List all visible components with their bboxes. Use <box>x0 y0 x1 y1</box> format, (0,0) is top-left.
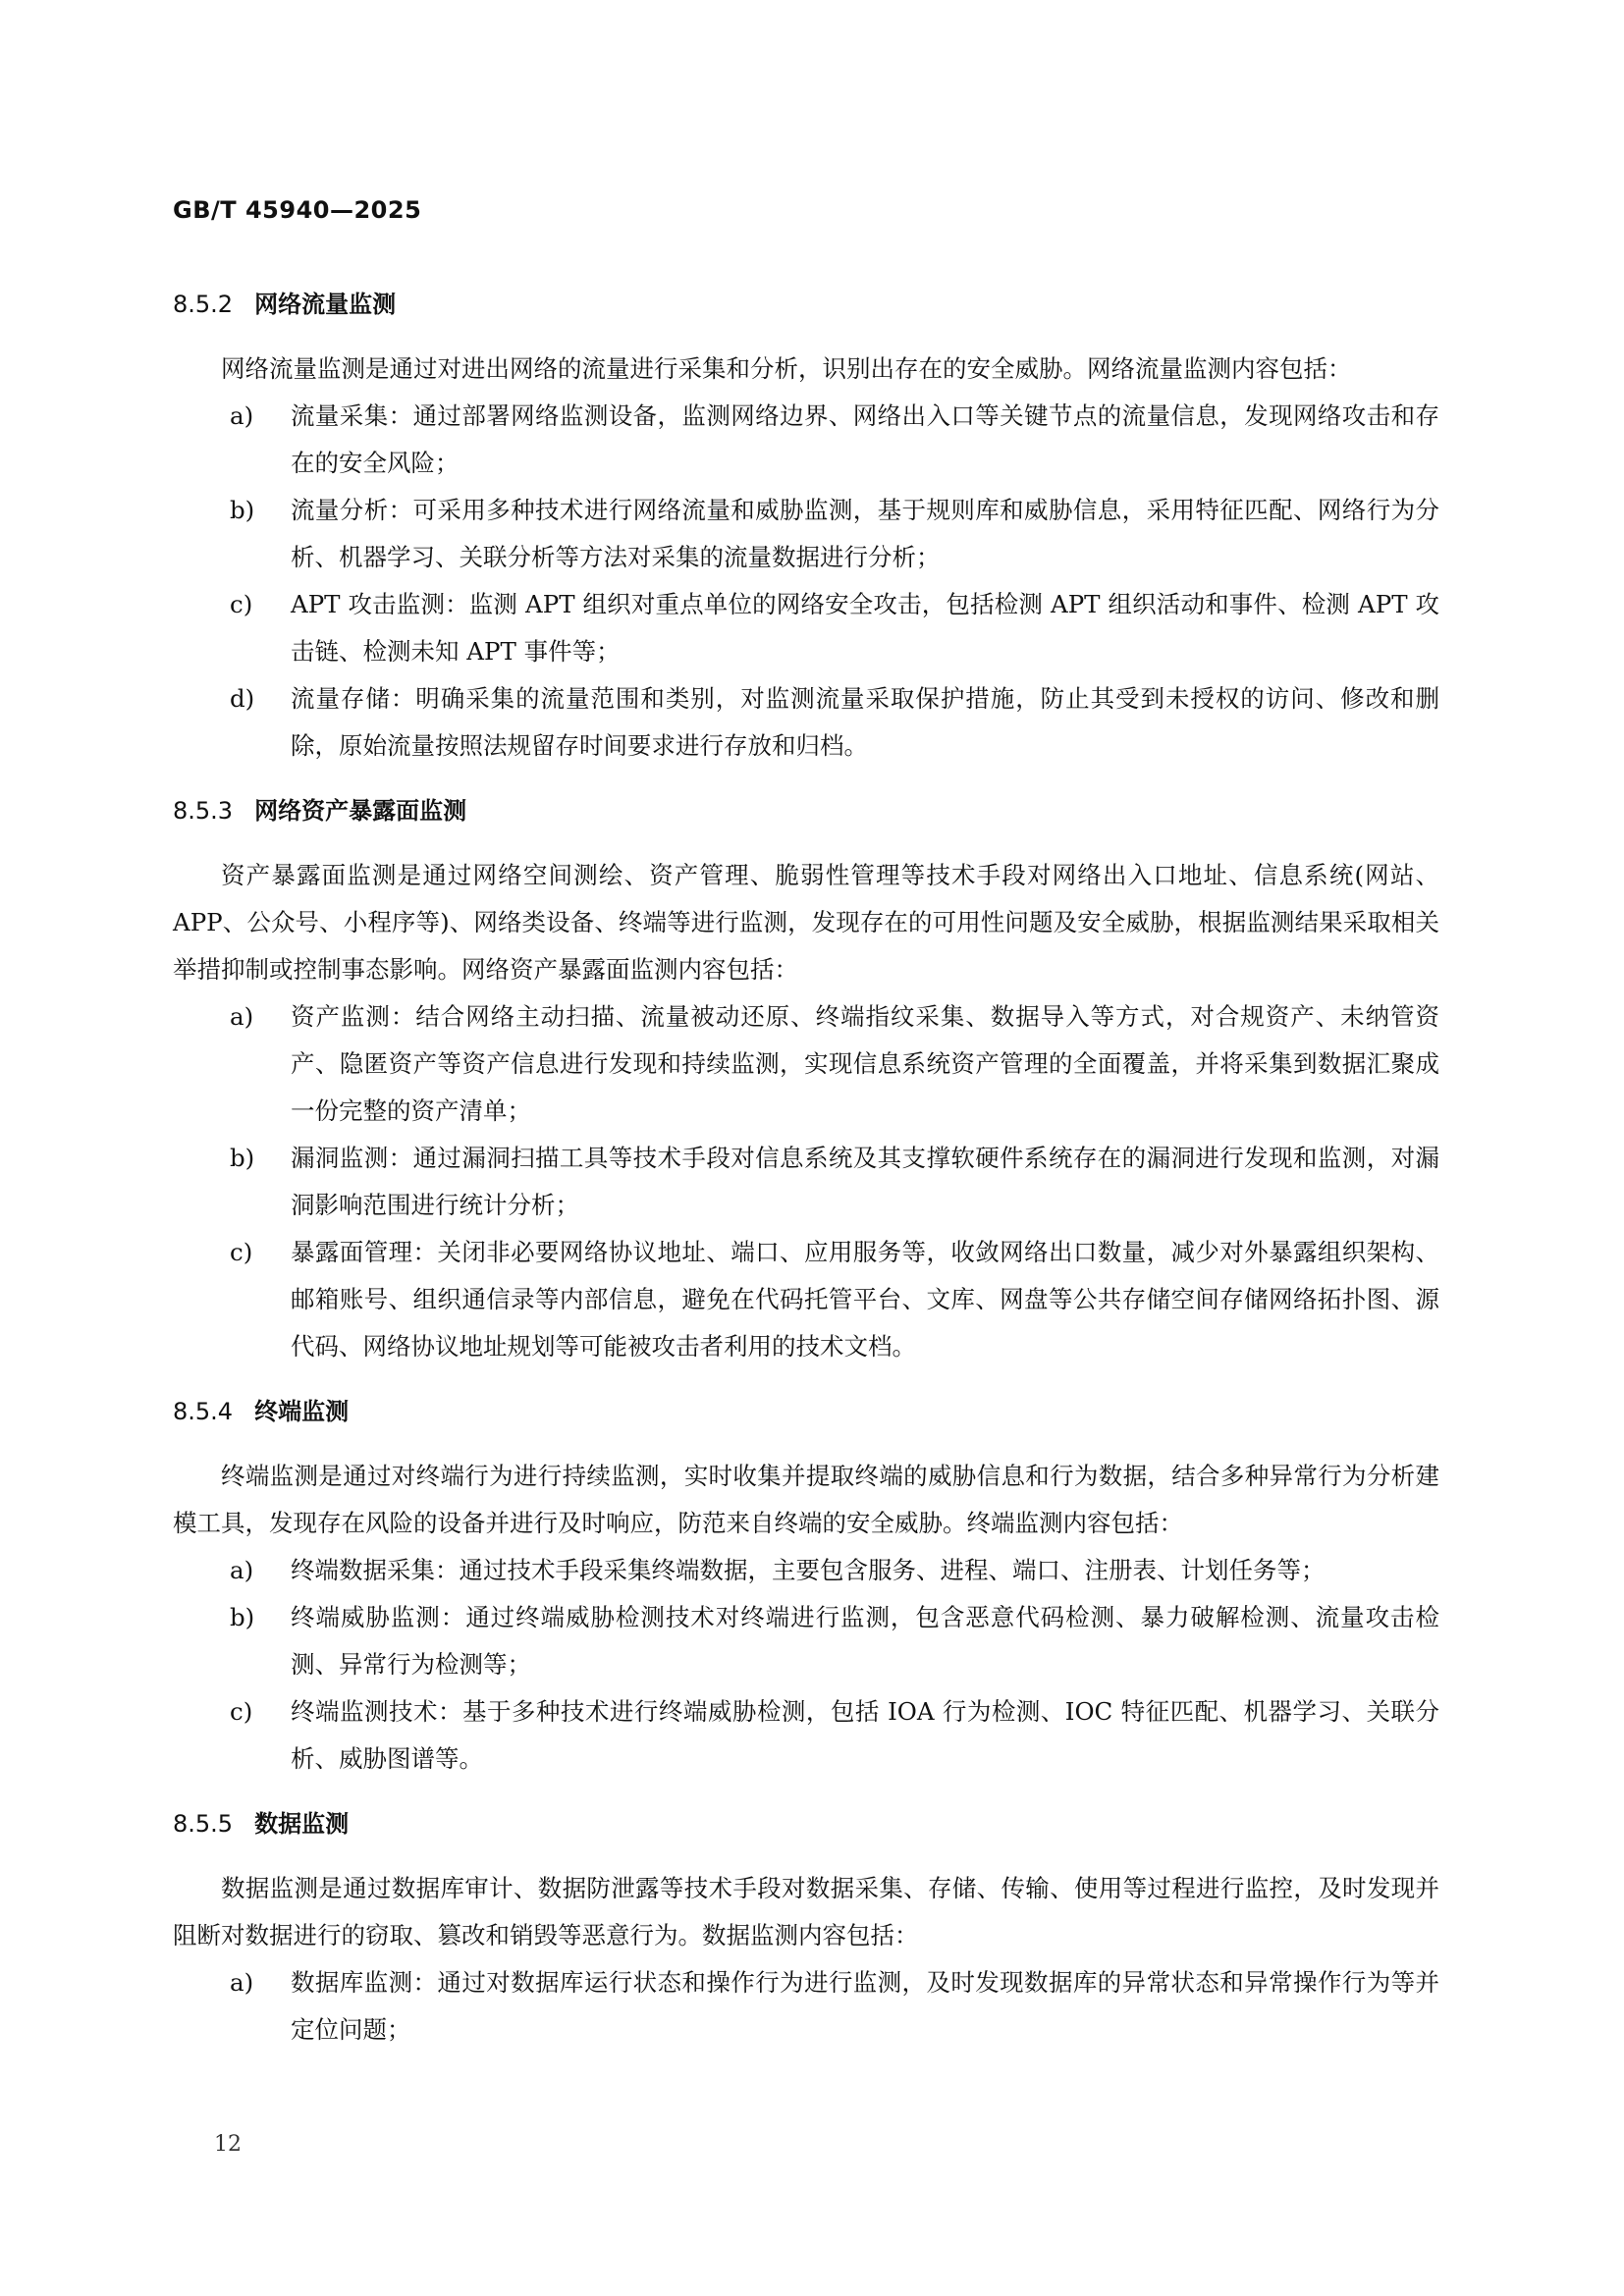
section-8-5-4 <box>173 1392 1439 1783</box>
list-item <box>173 1594 1439 1688</box>
list-item <box>173 393 1439 487</box>
item-text: 漏洞监测：通过漏洞扫描工具等技术手段对信息系统及其支撑软硬件系统存在的漏洞进行发现和监测，对漏洞影响范围进行统计分析； <box>291 1144 1439 1219</box>
item-text: 流量存储：明确采集的流量范围和类别，对监测流量采取保护措施，防止其受到未授权的访问、修改和删除，原始流量按照法规留存时间要求进行存放和归档。 <box>291 684 1439 760</box>
item-text: 资产监测：结合网络主动扫描、流量被动还原、终端指纹采集、数据导入等方式，对合规资产、未纳管资产、隐匿资产等资产信息进行发现和持续监测，实现信息系统资产管理的全面覆盖，并将采集到数据汇聚成一份完整的资产清单； <box>291 1002 1439 1125</box>
document-code: GB/T 45940—2025 <box>173 196 422 224</box>
section-heading <box>173 791 1439 830</box>
item-marker: a) <box>230 1968 254 1997</box>
section-8-5-2 <box>173 285 1439 770</box>
section-heading <box>173 1392 1439 1431</box>
section-number: 8.5.5 <box>173 1810 234 1838</box>
item-marker: c) <box>230 1697 253 1726</box>
list-item <box>173 487 1439 581</box>
section-number: 8.5.3 <box>173 797 234 825</box>
item-marker: c) <box>230 1238 253 1266</box>
item-text: 流量分析：可采用多种技术进行网络流量和威胁监测，基于规则库和威胁信息，采用特征匹配、网络行为分析、机器学习、关联分析等方法对采集的流量数据进行分析； <box>291 496 1439 571</box>
item-marker: a) <box>230 1556 254 1584</box>
item-marker: c) <box>230 590 253 618</box>
list-item <box>173 1229 1439 1370</box>
list-item <box>173 1959 1439 2054</box>
item-text: APT 攻击监测：监测 APT 组织对重点单位的网络安全攻击，包括检测 APT 组织活动和事件、检测 APT 攻击链、检测未知 APT 事件等； <box>291 590 1439 666</box>
section-intro: 终端监测是通过对终端行为进行持续监测，实时收集并提取终端的威胁信息和行为数据，结合多种异常行为分析建模工具，发现存在风险的设备并进行及时响应，防范来自终端的安全威胁。终端监测内容包括： <box>173 1462 1439 1537</box>
list-item <box>173 993 1439 1135</box>
section-heading <box>173 285 1439 324</box>
section-heading <box>173 1804 1439 1843</box>
section-intro: 资产暴露面监测是通过网络空间测绘、资产管理、脆弱性管理等技术手段对网络出入口地址、信息系统(网站、APP、公众号、小程序等)、网络类设备、终端等进行监测，发现存在的可用性问题及安全威胁，根据监测结果采取相关举措抑制或控制事态影响。网络资产暴露面监测内容包括： <box>173 861 1439 984</box>
list-item <box>173 1688 1439 1783</box>
item-marker: b) <box>230 1144 255 1172</box>
item-list <box>173 1959 1439 2054</box>
item-list <box>173 1547 1439 1783</box>
item-text: 暴露面管理：关闭非必要网络协议地址、端口、应用服务等，收敛网络出口数量，减少对外暴露组织架构、邮箱账号、组织通信录等内部信息，避免在代码托管平台、文库、网盘等公共存储空间存储网络拓扑图、源代码、网络协议地址规划等可能被攻击者利用的技术文档。 <box>291 1238 1439 1361</box>
item-text: 数据库监测：通过对数据库运行状态和操作行为进行监测，及时发现数据库的异常状态和异常操作行为等并定位问题； <box>291 1968 1439 2044</box>
section-intro: 网络流量监测是通过对进出网络的流量进行采集和分析，识别出存在的安全威胁。网络流量监测内容包括： <box>221 354 1352 383</box>
section-title: 网络资产暴露面监测 <box>254 797 467 825</box>
item-marker: d) <box>230 684 255 713</box>
section-8-5-3 <box>173 791 1439 1370</box>
section-title: 网络流量监测 <box>254 291 397 318</box>
item-list <box>173 393 1439 770</box>
item-text: 终端威胁监测：通过终端威胁检测技术对终端进行监测，包含恶意代码检测、暴力破解检测、流量攻击检测、异常行为检测等； <box>291 1603 1439 1679</box>
section-number: 8.5.2 <box>173 291 234 318</box>
section-number: 8.5.4 <box>173 1398 234 1425</box>
page-number: 12 <box>214 2132 242 2157</box>
list-item <box>173 581 1439 675</box>
item-marker: b) <box>230 1603 255 1631</box>
section-title: 终端监测 <box>254 1398 350 1425</box>
item-marker: a) <box>230 1002 254 1031</box>
document-body <box>173 285 1439 2075</box>
section-8-5-5 <box>173 1804 1439 2054</box>
section-intro: 数据监测是通过数据库审计、数据防泄露等技术手段对数据采集、存储、传输、使用等过程进行监控，及时发现并阻断对数据进行的窃取、篡改和销毁等恶意行为。数据监测内容包括： <box>173 1874 1439 1949</box>
item-text: 终端数据采集：通过技术手段采集终端数据，主要包含服务、进程、端口、注册表、计划任务等； <box>291 1556 1326 1584</box>
item-text: 终端监测技术：基于多种技术进行终端威胁检测，包括 IOA 行为检测、IOC 特征匹配、机器学习、关联分析、威胁图谱等。 <box>291 1697 1439 1773</box>
section-title: 数据监测 <box>254 1810 350 1838</box>
item-marker: b) <box>230 496 255 524</box>
list-item <box>173 1547 1439 1594</box>
list-item <box>173 1135 1439 1229</box>
list-item <box>173 675 1439 770</box>
item-list <box>173 993 1439 1370</box>
item-marker: a) <box>230 401 254 430</box>
item-text: 流量采集：通过部署网络监测设备，监测网络边界、网络出入口等关键节点的流量信息，发现网络攻击和存在的安全风险； <box>291 401 1439 477</box>
